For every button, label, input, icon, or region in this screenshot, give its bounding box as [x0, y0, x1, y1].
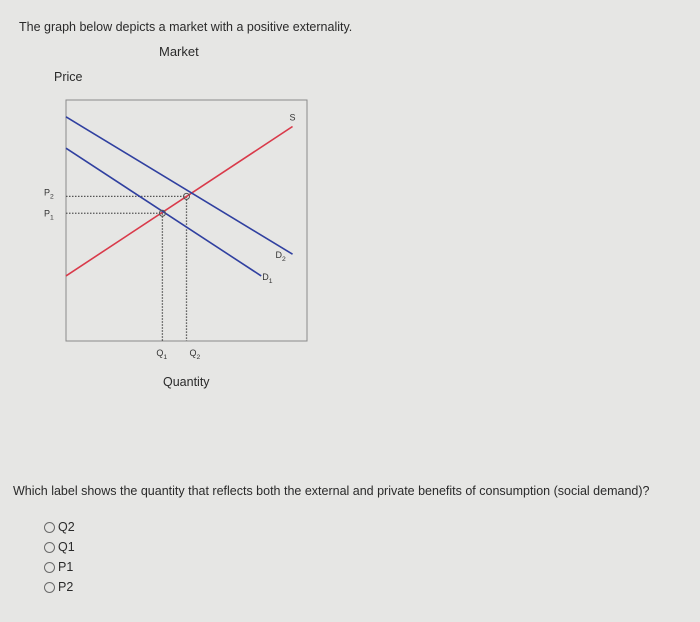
question-text: Which label shows the quantity that reflects both the external and private benefits of consumption (social demand)?	[13, 484, 650, 498]
option-label: P1	[58, 560, 74, 574]
tick-label-q2: $Q_2$	[189, 348, 201, 361]
label-d1: $D_1$	[262, 271, 273, 285]
line-s	[66, 127, 293, 276]
tick-label-p1: $P_1$	[44, 208, 54, 222]
radio-button[interactable]	[44, 562, 55, 573]
option-label: Q1	[58, 540, 75, 554]
option-label: P2	[58, 580, 74, 594]
line-d2	[66, 117, 293, 254]
radio-button[interactable]	[44, 582, 55, 593]
option-q1[interactable]	[44, 537, 75, 557]
radio-button[interactable]	[44, 522, 55, 533]
option-q2[interactable]	[44, 517, 75, 537]
tick-label-p2: $P_2$	[44, 187, 54, 201]
tick-label-q1: $Q_1$	[156, 348, 168, 361]
chart-title: Market	[159, 44, 199, 59]
answer-options	[44, 517, 75, 597]
option-p2[interactable]	[44, 577, 75, 597]
option-p1[interactable]	[44, 557, 75, 577]
y-axis-label: Price	[54, 70, 83, 84]
option-label: Q2	[58, 520, 75, 534]
label-s: S	[289, 112, 296, 123]
x-axis-label: Quantity	[163, 375, 210, 389]
label-d2: $D_2$	[275, 250, 286, 264]
radio-button[interactable]	[44, 542, 55, 553]
intro-text: The graph below depicts a market with a positive externality.	[19, 20, 353, 34]
